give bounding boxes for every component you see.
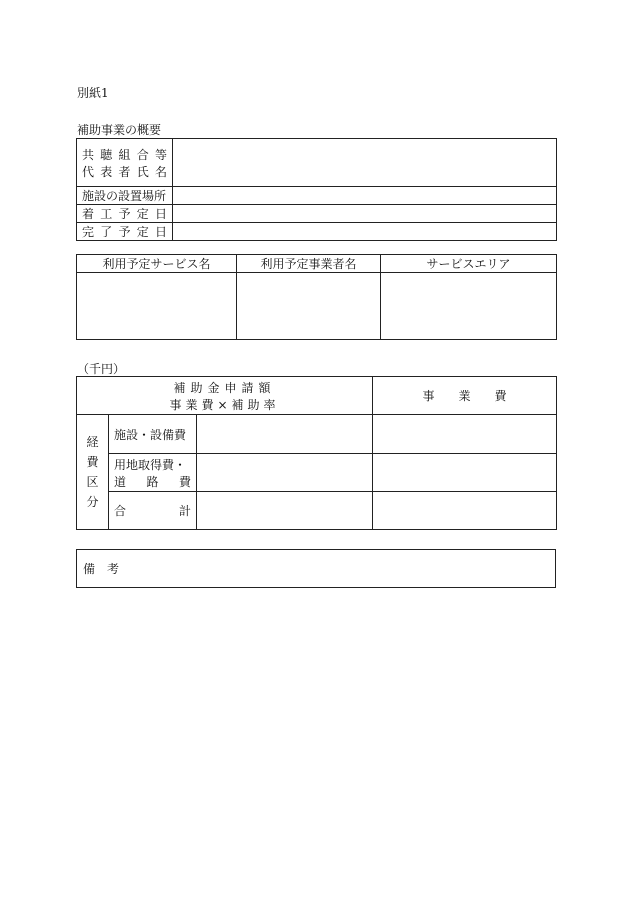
service-name-value[interactable]: [77, 273, 237, 340]
operator-name-value[interactable]: [237, 273, 381, 340]
service-table: [76, 254, 557, 340]
remarks-table: [76, 549, 556, 588]
operator-name-header: 利用予定事業者名: [237, 255, 381, 273]
service-area-value[interactable]: [381, 273, 557, 340]
completion-date-label-cell: [77, 223, 173, 241]
expense-table: [76, 376, 557, 530]
category-char-2: 費: [86, 455, 99, 469]
section-title: 補助事業の概要: [77, 123, 162, 137]
subsidy-header-line1: 補助金申請額: [173, 380, 276, 395]
land-road-label-line1: 用地取得費・: [114, 457, 187, 472]
category-char-4: 分: [86, 495, 99, 509]
subsidy-header-cell: [77, 377, 373, 415]
category-char-3: 区: [86, 475, 99, 489]
unit-label: （千円）: [77, 362, 126, 376]
applicant-label-line1: 共聴組合等: [82, 147, 167, 162]
service-name-header: 利用予定サービス名: [77, 255, 237, 273]
total-label: 合 計: [109, 492, 197, 530]
overview-table: [76, 138, 557, 241]
service-area-header: サービスエリア: [381, 255, 557, 273]
project-cost-header: 事 業 費: [373, 377, 557, 415]
land-road-subsidy[interactable]: [197, 454, 373, 492]
start-date-label: 着工予定日: [82, 207, 167, 221]
remarks-cell[interactable]: [77, 550, 556, 588]
category-label-cell: [77, 415, 109, 530]
facility-equipment-subsidy[interactable]: [197, 415, 373, 454]
land-road-label-cell: [109, 454, 197, 492]
start-date-label-cell: [77, 205, 173, 223]
land-road-label-line2: 道 路 費: [114, 474, 191, 489]
facility-equipment-cost[interactable]: [373, 415, 557, 454]
facility-location-label: 施設の設置場所: [77, 187, 173, 205]
remarks-label: 備 考: [83, 562, 120, 576]
completion-date-label: 完了予定日: [82, 225, 167, 239]
subsidy-header-line2: 事業費×補助率: [169, 397, 280, 412]
start-date-value[interactable]: [173, 205, 557, 223]
attachment-label: 別紙1: [77, 86, 109, 100]
completion-date-value[interactable]: [173, 223, 557, 241]
land-road-cost[interactable]: [373, 454, 557, 492]
total-subsidy[interactable]: [197, 492, 373, 530]
applicant-label-cell: [77, 139, 173, 187]
facility-equipment-label: 施設・設備費: [109, 415, 197, 454]
applicant-value[interactable]: [173, 139, 557, 187]
total-cost[interactable]: [373, 492, 557, 530]
facility-location-value[interactable]: [173, 187, 557, 205]
applicant-label-line2: 代表者氏名: [82, 164, 167, 179]
category-char-1: 経: [86, 435, 99, 449]
